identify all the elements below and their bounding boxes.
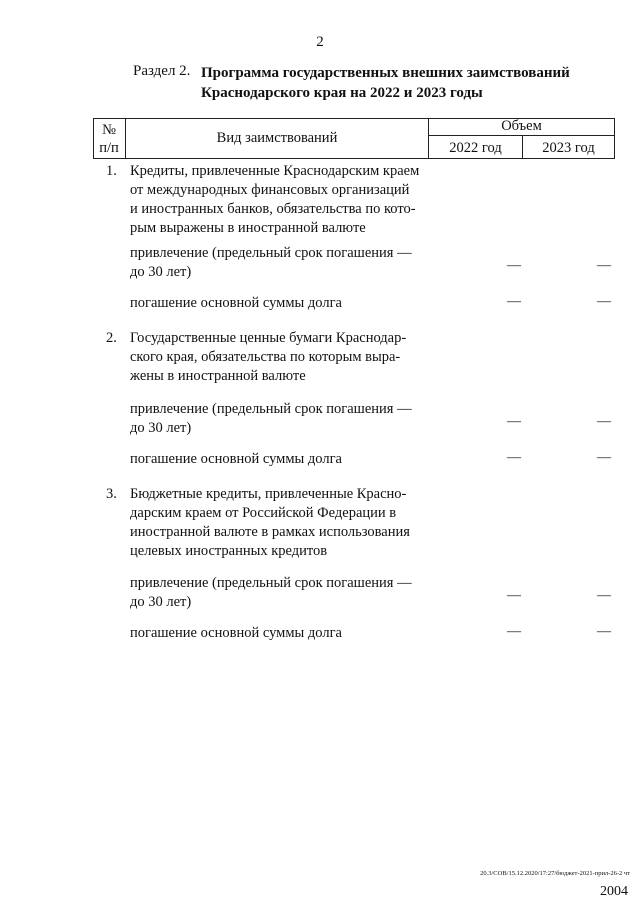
section-title-line-2: Краснодарского края на 2022 и 2023 годы — [201, 85, 483, 101]
row-1-subrow-1-line-2: до 30 лет) — [130, 264, 192, 280]
row-3-title-line-4: целевых иностранных кредитов — [130, 543, 328, 559]
header-number-line-2: п/п — [99, 140, 119, 156]
row-1-title-line-3: и иностранных банков, обязательства по кото- — [130, 201, 416, 217]
header-number-line-1: № — [102, 122, 116, 138]
row-1-title-line-2: от международных финансовых организаций — [130, 182, 410, 198]
row-2-subrow-2-2022: — — [507, 450, 521, 465]
row-3-subrow-2-label: погашение основной суммы долга — [130, 625, 342, 641]
header-volume: Объем — [501, 118, 542, 134]
row-1-title-line-4: рым выражены в иностранной валюте — [130, 220, 366, 236]
row-2-title-line-3: жены в иностранной валюте — [130, 368, 306, 384]
footer-page-stamp: 2004 — [600, 884, 628, 899]
header-number — [93, 121, 125, 157]
row-1-subrow-2-label: погашение основной суммы долга — [130, 295, 342, 311]
row-1-subrow-1-label — [130, 244, 426, 282]
row-1-subrow-1-line-1: привлечение (предельный срок погашения — — [130, 245, 412, 261]
header-year-2022: 2022 год — [449, 140, 502, 156]
footer-document-code: 20.3/СОВ/15.12.2020/17:27/бюджет-2021-прил-26-2 чт — [480, 870, 630, 877]
row-2-title-line-2: ского края, обязательства по которым выра- — [130, 349, 401, 365]
row-3-title-line-3: иностранной валюте в рамках использования — [130, 524, 410, 540]
row-3-subrow-1-2022: — — [507, 588, 521, 603]
row-3-subrow-1-line-2: до 30 лет) — [130, 594, 192, 610]
table-header-bottom-border — [93, 158, 615, 159]
row-2-subrow-1-line-1: привлечение (предельный срок погашения — — [130, 401, 412, 417]
row-1-subrow-1-2022: — — [507, 258, 521, 273]
section-title-line-1: Программа государственных внешних заимствований — [201, 65, 570, 81]
row-3-title-line-2: дарским краем от Российской Федерации в — [130, 505, 397, 521]
row-2-subrow-1-2022: — — [507, 414, 521, 429]
row-2-subrow-1-label — [130, 400, 426, 438]
header-year-2023: 2023 год — [542, 140, 595, 156]
row-2-title-line-1: Государственные ценные бумаги Краснодар- — [130, 330, 407, 346]
row-3-subrow-1-line-1: привлечение (предельный срок погашения — — [130, 575, 412, 591]
row-3-subrow-1-label — [130, 574, 426, 612]
row-1-number: 1. — [106, 163, 117, 179]
section-label: Раздел 2. — [133, 63, 191, 79]
row-2-subrow-2-2023: — — [597, 450, 611, 465]
row-2-subrow-2-label: погашение основной суммы долга — [130, 451, 342, 467]
header-borrowing-type: Вид заимствований — [216, 130, 338, 146]
row-2-title — [130, 329, 426, 386]
row-3-subrow-2-2022: — — [507, 624, 521, 639]
row-2-subrow-1-2023: — — [597, 414, 611, 429]
row-1-subrow-2-2022: — — [507, 294, 521, 309]
row-3-title — [130, 485, 426, 561]
section-title — [201, 63, 570, 103]
row-1-subrow-1-2023: — — [597, 258, 611, 273]
row-3-subrow-2-2023: — — [597, 624, 611, 639]
page-number: 2 — [316, 34, 324, 50]
row-3-subrow-1-2023: — — [597, 588, 611, 603]
row-1-title-line-1: Кредиты, привлеченные Краснодарским краем — [130, 163, 420, 179]
row-2-subrow-1-line-2: до 30 лет) — [130, 420, 192, 436]
row-3-number: 3. — [106, 486, 117, 502]
row-3-title-line-1: Бюджетные кредиты, привлеченные Красно- — [130, 486, 407, 502]
table-right-border — [614, 118, 615, 159]
row-1-title — [130, 162, 426, 238]
row-1-subrow-2-2023: — — [597, 294, 611, 309]
row-2-number: 2. — [106, 330, 117, 346]
